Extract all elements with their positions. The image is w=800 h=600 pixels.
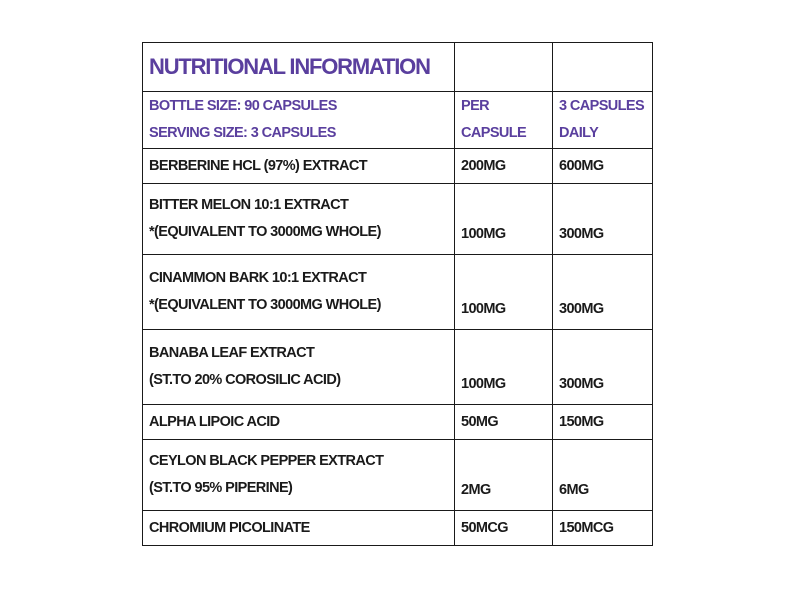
table-row	[143, 149, 653, 184]
ingredient-name: CHROMIUM PICOLINATE	[143, 511, 455, 546]
header-row	[143, 92, 653, 149]
ingredient-note-line: *(EQUIVALENT TO 3000MG WHOLE)	[149, 297, 381, 313]
per-capsule-value: 100MG	[455, 184, 553, 255]
daily-value: 6MG	[553, 440, 653, 511]
ingredient-name-line: CEYLON BLACK PEPPER EXTRACT	[149, 453, 384, 469]
ingredient-name-line: BANABA LEAF EXTRACT	[149, 345, 315, 361]
ingredient-name	[143, 330, 455, 405]
table-title: NUTRITIONAL INFORMATION	[143, 43, 455, 92]
title-row	[143, 43, 653, 92]
table-row	[143, 184, 653, 255]
ingredient-name-line: CINAMMON BARK 10:1 EXTRACT	[149, 270, 367, 286]
per-capsule-header-line: CAPSULE	[461, 125, 527, 141]
daily-value: 600MG	[553, 149, 653, 184]
daily-value: 150MG	[553, 405, 653, 440]
per-capsule-header-line: PER	[461, 98, 490, 114]
ingredient-name	[143, 255, 455, 330]
daily-value: 300MG	[553, 184, 653, 255]
daily-header-line: 3 CAPSULES	[559, 98, 645, 114]
ingredient-name: BERBERINE HCL (97%) EXTRACT	[143, 149, 455, 184]
bottle-size-label: BOTTLE SIZE: 90 CAPSULES	[149, 98, 337, 114]
nutrition-table	[142, 42, 653, 546]
serving-size-label: SERVING SIZE: 3 CAPSULES	[149, 125, 336, 141]
title-empty-cell	[553, 43, 653, 92]
table-row	[143, 255, 653, 330]
per-capsule-value: 100MG	[455, 330, 553, 405]
ingredient-name-line: BITTER MELON 10:1 EXTRACT	[149, 197, 349, 213]
daily-value: 300MG	[553, 255, 653, 330]
per-capsule-value: 50MCG	[455, 511, 553, 546]
ingredient-name: ALPHA LIPOIC ACID	[143, 405, 455, 440]
table-row	[143, 511, 653, 546]
ingredient-note-line: *(EQUIVALENT TO 3000MG WHOLE)	[149, 224, 381, 240]
ingredient-note-line: (ST.TO 95% PIPERINE)	[149, 480, 293, 496]
table-row	[143, 405, 653, 440]
ingredient-note-line: (ST.TO 20% COROSILIC ACID)	[149, 372, 341, 388]
daily-header	[553, 92, 653, 149]
per-capsule-value: 50MG	[455, 405, 553, 440]
ingredient-name	[143, 440, 455, 511]
daily-value: 150MCG	[553, 511, 653, 546]
per-capsule-value: 2MG	[455, 440, 553, 511]
per-capsule-value: 100MG	[455, 255, 553, 330]
table-row	[143, 330, 653, 405]
daily-value: 300MG	[553, 330, 653, 405]
per-capsule-value: 200MG	[455, 149, 553, 184]
ingredient-name	[143, 184, 455, 255]
table-row	[143, 440, 653, 511]
per-capsule-header	[455, 92, 553, 149]
serving-info-header	[143, 92, 455, 149]
title-empty-cell	[455, 43, 553, 92]
daily-header-line: DAILY	[559, 125, 599, 141]
